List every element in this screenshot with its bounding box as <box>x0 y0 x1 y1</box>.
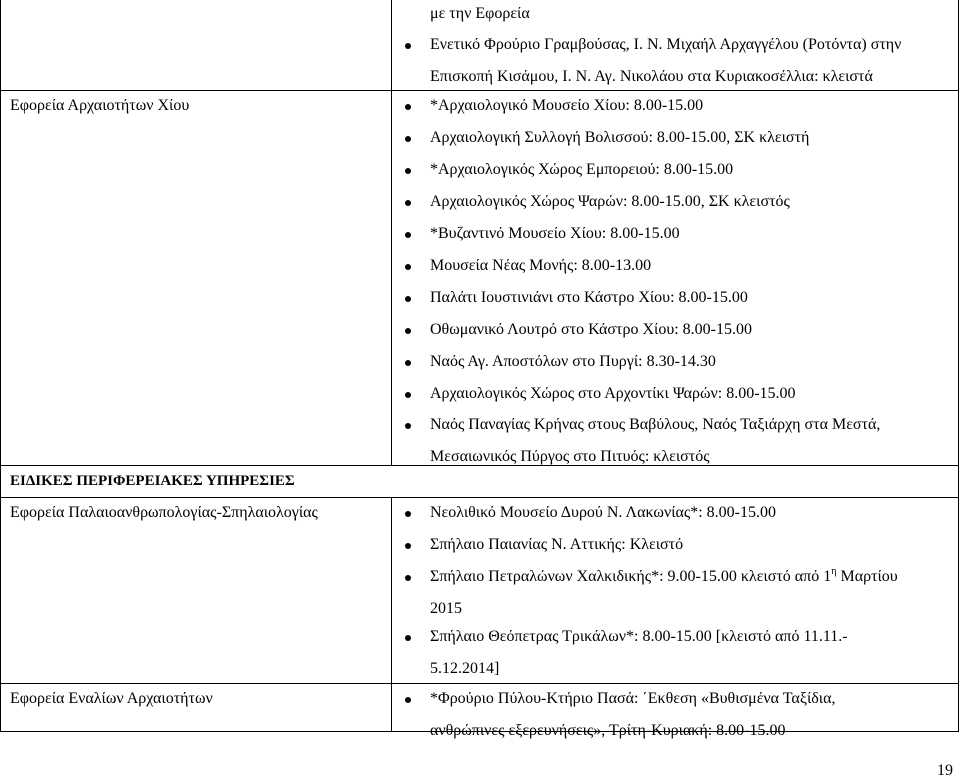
item-line: *Αρχαιολογικός Χώρος Εμπορειού: 8.00-15.00 <box>430 161 734 178</box>
bullet-icon <box>405 392 411 398</box>
list-item <box>405 224 945 244</box>
row-divider-heading-bottom <box>0 497 959 498</box>
column-divider-bottom <box>391 497 392 732</box>
superscript: η <box>831 566 837 577</box>
bullet-icon <box>405 104 411 110</box>
bullet-icon <box>405 360 411 366</box>
list-item <box>405 352 945 372</box>
region-label-chios: Εφορεία Αρχαιοτήτων Χίου <box>10 97 190 114</box>
list-item <box>405 288 945 308</box>
list-item <box>405 384 945 404</box>
bullet-icon <box>405 168 411 174</box>
table-border-right <box>958 0 959 732</box>
table-border-left <box>0 0 1 732</box>
row-divider-enalion <box>0 683 959 684</box>
row-divider-chios <box>0 90 959 91</box>
list-item <box>405 320 945 340</box>
list-item <box>405 535 945 555</box>
list-item <box>405 192 945 212</box>
item-line: Αρχαιολογική Συλλογή Βολισσού: 8.00-15.00, ΣΚ κλειστή <box>430 129 810 146</box>
item-line: Επισκοπή Κισάμου, Ι. Ν. Αγ. Νικολάου στα Κυριακοσέλλια: κλειστά <box>430 68 873 85</box>
item-line: 5.12.2014] <box>430 660 500 677</box>
item-line: Οθωμανικό Λουτρό στο Κάστρο Χίου: 8.00-15.00 <box>430 321 753 338</box>
list-item <box>405 160 945 180</box>
bullet-icon <box>405 575 411 581</box>
bullet-icon <box>405 697 411 703</box>
item-line: Παλάτι Ιουστινιάνι στο Κάστρο Χίου: 8.00-15.00 <box>430 289 748 306</box>
item-line: Μαρτίου <box>836 568 898 585</box>
item-line: 2015 <box>430 600 462 617</box>
list-item <box>405 35 945 87</box>
item-line: *Βυζαντινό Μουσείο Χίου: 8.00-15.00 <box>430 225 680 242</box>
list-item <box>405 567 945 619</box>
region-label-underwater: Εφορεία Εναλίων Αρχαιοτήτων <box>10 690 213 707</box>
item-line: Ενετικό Φρούριο Γραμβούσας, Ι. Ν. Μιχαήλ Αρχαγγέλου (Ροτόντα) στην <box>430 36 902 53</box>
item-line: *Αρχαιολογικό Μουσείο Χίου: 8.00-15.00 <box>430 97 704 114</box>
item-line: Ναός Αγ. Αποστόλων στο Πυργί: 8.30-14.30 <box>430 353 716 370</box>
item-line: Σπήλαιο Παιανίας Ν. Αττικής: Κλειστό <box>430 536 684 553</box>
list-item <box>405 96 945 116</box>
list-item <box>405 689 945 741</box>
bullet-icon <box>405 635 411 641</box>
item-line: Αρχαιολογικός Χώρος στο Αρχοντίκι Ψαρών: 8.00-15.00 <box>430 385 796 402</box>
bullet-icon <box>405 328 411 334</box>
bullet-icon <box>405 296 411 302</box>
bullet-icon <box>405 511 411 517</box>
bullet-icon <box>405 543 411 549</box>
list-item <box>405 627 945 679</box>
item-line: Νεολιθικό Μουσείο Δυρού Ν. Λακωνίας*: 8.00-15.00 <box>430 504 776 521</box>
continuation-text: με την Εφορεία <box>430 5 530 22</box>
bullet-icon <box>405 264 411 270</box>
page-number: 19 <box>937 762 953 779</box>
item-line: Μουσεία Νέας Μονής: 8.00-13.00 <box>430 257 652 274</box>
bullet-icon <box>405 136 411 142</box>
list-item <box>405 128 945 148</box>
bullet-icon <box>405 232 411 238</box>
item-line: Ναός Παναγίας Κρήνας στους Βαβύλους, Ναός Ταξιάρχη στα Μεστά, <box>430 416 881 433</box>
item-line: Σπήλαιο Θεόπετρας Τρικάλων*: 8.00-15.00 [κλειστό από 11.11.- <box>430 628 848 645</box>
item-line: Αρχαιολογικός Χώρος Ψαρών: 8.00-15.00, ΣΚ κλειστός <box>430 193 790 210</box>
section-heading: ΕΙΔΙΚΕΣ ΠΕΡΙΦΕΡΕΙΑΚΕΣ ΥΠΗΡΕΣΙΕΣ <box>10 473 295 489</box>
bullet-icon <box>405 43 411 49</box>
item-line: *Φρούριο Πύλου-Κτήριο Πασά: ΄Εκθεση «Βυθισμένα Ταξίδια, <box>430 690 836 707</box>
list-item <box>405 256 945 276</box>
bullet-icon <box>405 423 411 429</box>
item-line: ανθρώπινες εξερευνήσεις», Τρίτη-Κυριακή: 8.00-15.00 <box>430 722 786 739</box>
item-line: Μεσαιωνικός Πύργος στο Πιτυός: κλειστός <box>430 448 710 465</box>
item-line: Σπήλαιο Πετραλώνων Χαλκιδικής*: 9.00-15.00 κλειστό από 1 <box>430 568 832 585</box>
bullet-icon <box>405 200 411 206</box>
region-label-paleoanthropology: Εφορεία Παλαιοανθρωπολογίας-Σπηλαιολογίας <box>10 504 318 521</box>
list-item <box>405 415 945 467</box>
column-divider-top <box>391 0 392 465</box>
list-item <box>405 503 945 523</box>
